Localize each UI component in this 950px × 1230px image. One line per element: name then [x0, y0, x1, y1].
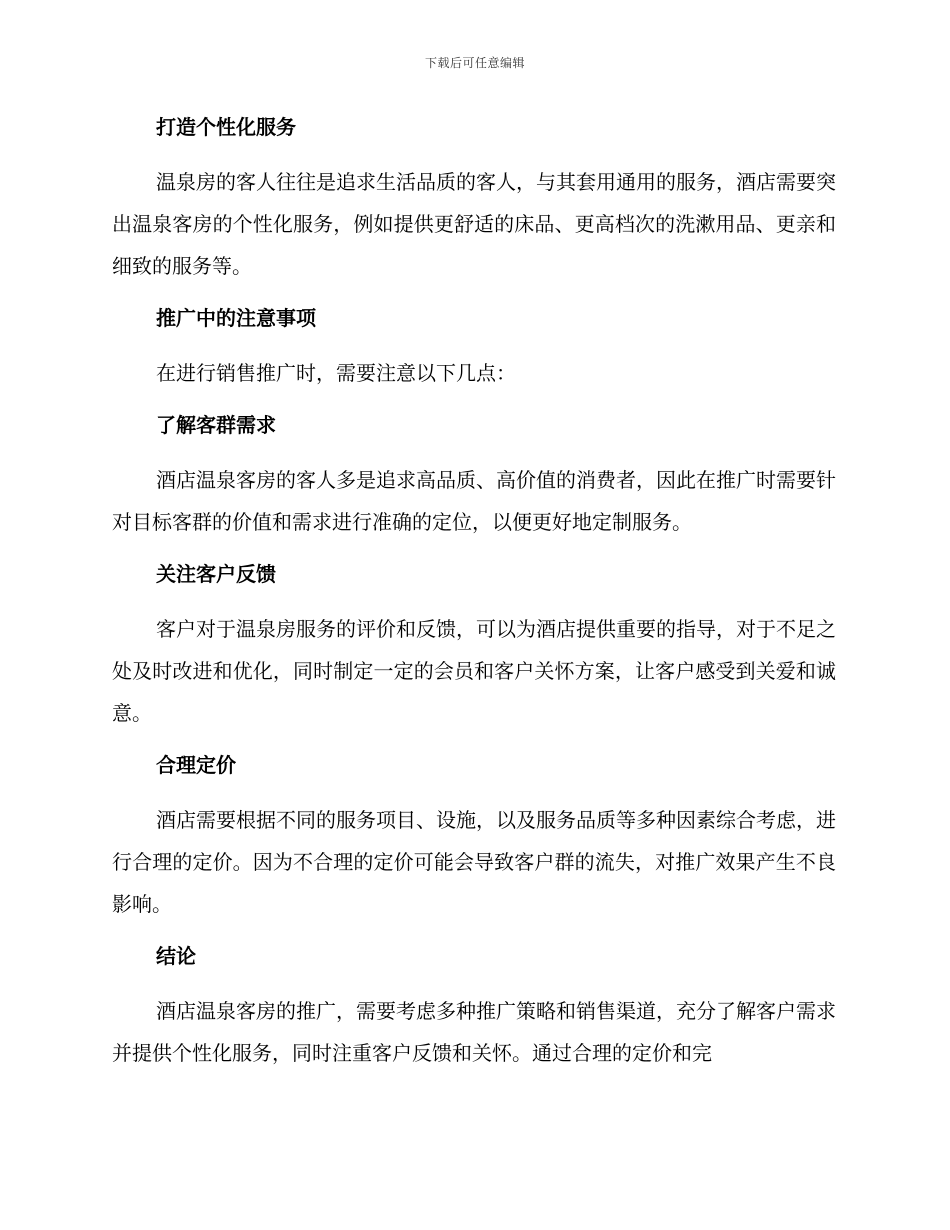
section-paragraph-personalized-service: 温泉房的客人往往是追求生活品质的客人，与其套用通用的服务，酒店需要突出温泉客房的个性化服务，例如提供更舒适的床品、更高档次的洗漱用品、更亲和细致的服务等。 — [112, 170, 836, 278]
section-paragraph-customer-needs: 酒店温泉客房的客人多是追求高品质、高价值的消费者，因此在推广时需要针对目标客群的价值和需求进行准确的定位，以便更好地定制服务。 — [112, 468, 836, 534]
section-heading-pricing: 合理定价 — [156, 753, 236, 777]
section-paragraph-customer-feedback: 客户对于温泉房服务的评价和反馈，可以为酒店提供重要的指导，对于不足之处及时改进和优化，同时制定一定的会员和客户关怀方案，让客户感受到关爱和诚意。 — [112, 617, 836, 725]
section-heading-promotion-notes: 推广中的注意事项 — [156, 306, 316, 330]
section-paragraph-conclusion: 酒店温泉客房的推广，需要考虑多种推广策略和销售渠道，充分了解客户需求并提供个性化服务，同时注重客户反馈和关怀。通过合理的定价和完 — [112, 999, 836, 1065]
section-heading-customer-needs: 了解客群需求 — [156, 413, 276, 437]
section-heading-conclusion: 结论 — [156, 944, 196, 968]
page-header: 下载后可任意编辑 — [424, 56, 525, 70]
section-heading-customer-feedback: 关注客户反馈 — [156, 562, 276, 586]
document-body — [112, 108, 836, 1086]
section-paragraph-pricing: 酒店需要根据不同的服务项目、设施，以及服务品质等多种因素综合考虑，进行合理的定价。因为不合理的定价可能会导致客户群的流失，对推广效果产生不良影响。 — [112, 808, 836, 916]
section-paragraph-promotion-notes: 在进行销售推广时，需要注意以下几点： — [156, 361, 516, 385]
section-heading-personalized-service: 打造个性化服务 — [156, 115, 296, 139]
